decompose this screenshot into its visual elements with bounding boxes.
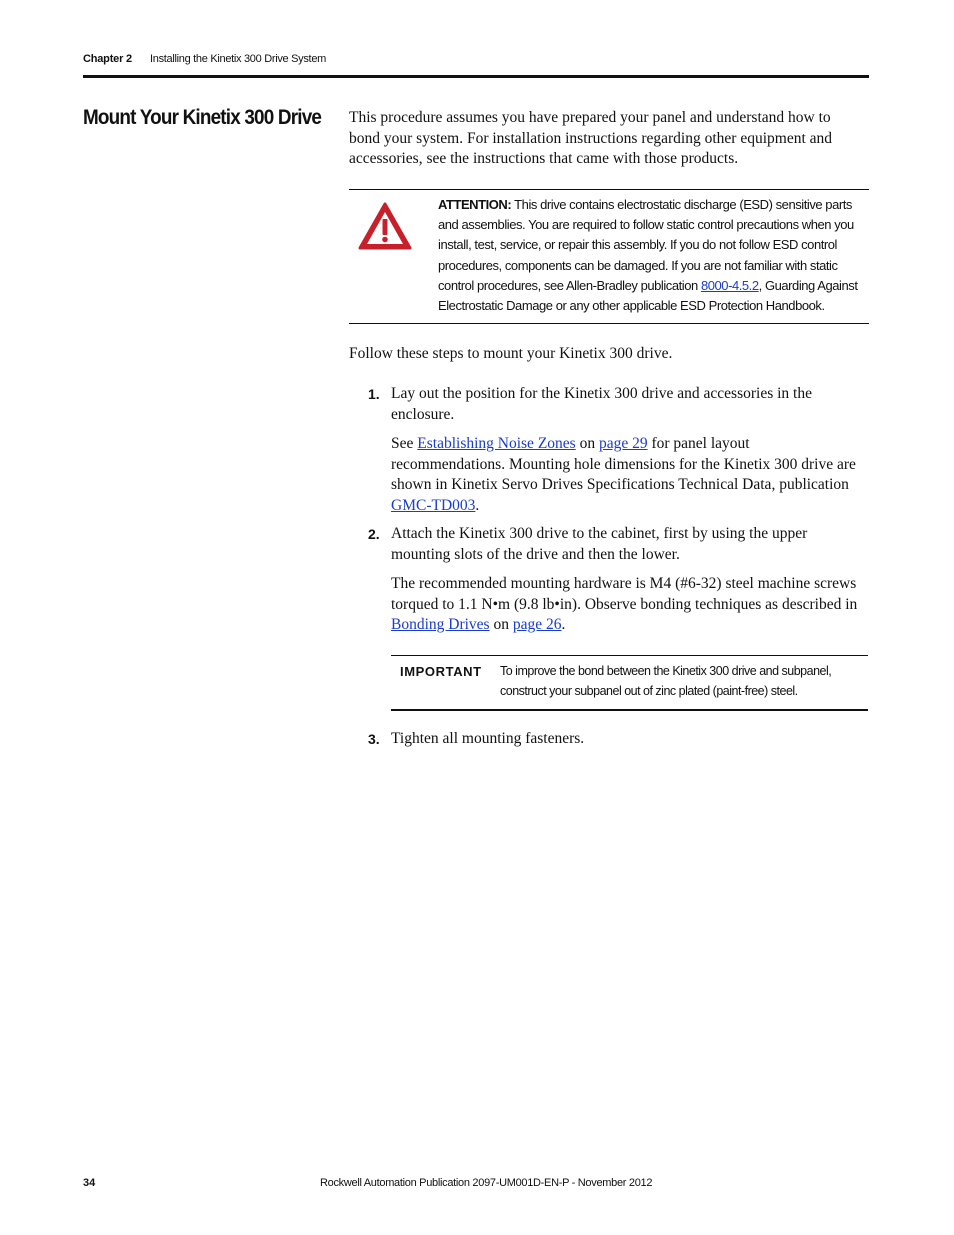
attention-label: ATTENTION: — [438, 197, 512, 212]
noise-zones-link[interactable]: Establishing Noise Zones — [417, 435, 576, 452]
detail-text: . — [475, 496, 480, 514]
step-text: Attach the Kinetix 300 drive to the cabinet, first by using the upper mounting slots of the drive and then the lower. — [391, 525, 808, 563]
attention-body: This drive contains electrostatic discharge (ESD) sensitive parts and assemblies. You are required to follow static control precautions when you install, test, service, or repair this assembly. If you do not follow ESD control procedures, components can be damaged. If you are not familiar with static control procedures, see Allen-Bradley publication — [438, 197, 854, 293]
esd-publication-link[interactable]: 8000-4.5.2 — [700, 277, 759, 293]
step-text: Lay out the position for the Kinetix 300 drive and accessories in the enclosure. — [391, 385, 812, 423]
warning-triangle-icon — [358, 201, 412, 251]
attention-text — [438, 195, 858, 316]
attention-body-end: , Guarding Against Electrostatic Damage or any other applicable ESD Protection Handbook. — [438, 277, 858, 314]
page-header — [83, 53, 869, 78]
bonding-drives-link[interactable]: Bonding Drives — [391, 616, 490, 633]
page-26-link[interactable]: page 26 — [512, 616, 562, 633]
detail-text: on — [575, 435, 599, 452]
page-29-link[interactable]: page 29 — [598, 435, 648, 452]
attention-box — [349, 189, 869, 324]
step-1-detail — [391, 434, 861, 516]
step-number: 1. — [368, 386, 380, 402]
section-heading: Mount Your Kinetix 300 Drive — [83, 106, 322, 129]
important-label: IMPORTANT — [400, 664, 482, 679]
follow-steps-text: Follow these steps to mount your Kinetix 300 drive. — [349, 345, 673, 362]
page-number: 34 — [83, 1177, 96, 1189]
publication-info: Rockwell Automation Publication 2097-UM001D-EN-P - November 2012 — [320, 1177, 653, 1189]
detail-text: See — [391, 435, 418, 452]
important-box — [391, 655, 868, 711]
intro-paragraph: This procedure assumes you have prepared your panel and understand how to bond your system. For installation instructions regarding other equipment and accessories, see the instructions that came with those products. — [349, 109, 833, 167]
chapter-label: Chapter 2 — [83, 53, 132, 65]
step-number: 3. — [368, 731, 380, 747]
step-text: Tighten all mounting fasteners. — [391, 730, 585, 747]
step-2-detail — [391, 574, 861, 636]
detail-text: on — [489, 616, 513, 633]
detail-text: The recommended mounting hardware is M4 (#6-32) steel machine screws torqued to 1.1 N•m (9.8 lb•in). Observe bonding techniques as described in — [391, 575, 858, 613]
step-number: 2. — [368, 526, 380, 542]
gmc-td003-link[interactable]: GMC-TD003 — [391, 496, 476, 514]
detail-text: . — [561, 616, 566, 633]
detail-text: for panel layout recommendations. Mounting hole dimensions for the Kinetix 300 drive are shown in Kinetix Servo Drives Specifications Technical Data, publication — [391, 435, 856, 493]
chapter-title: Installing the Kinetix 300 Drive System — [150, 53, 326, 65]
important-text: To improve the bond between the Kinetix 300 drive and subpanel, construct your subpanel out of zinc plated (paint-free) steel. — [500, 664, 832, 698]
